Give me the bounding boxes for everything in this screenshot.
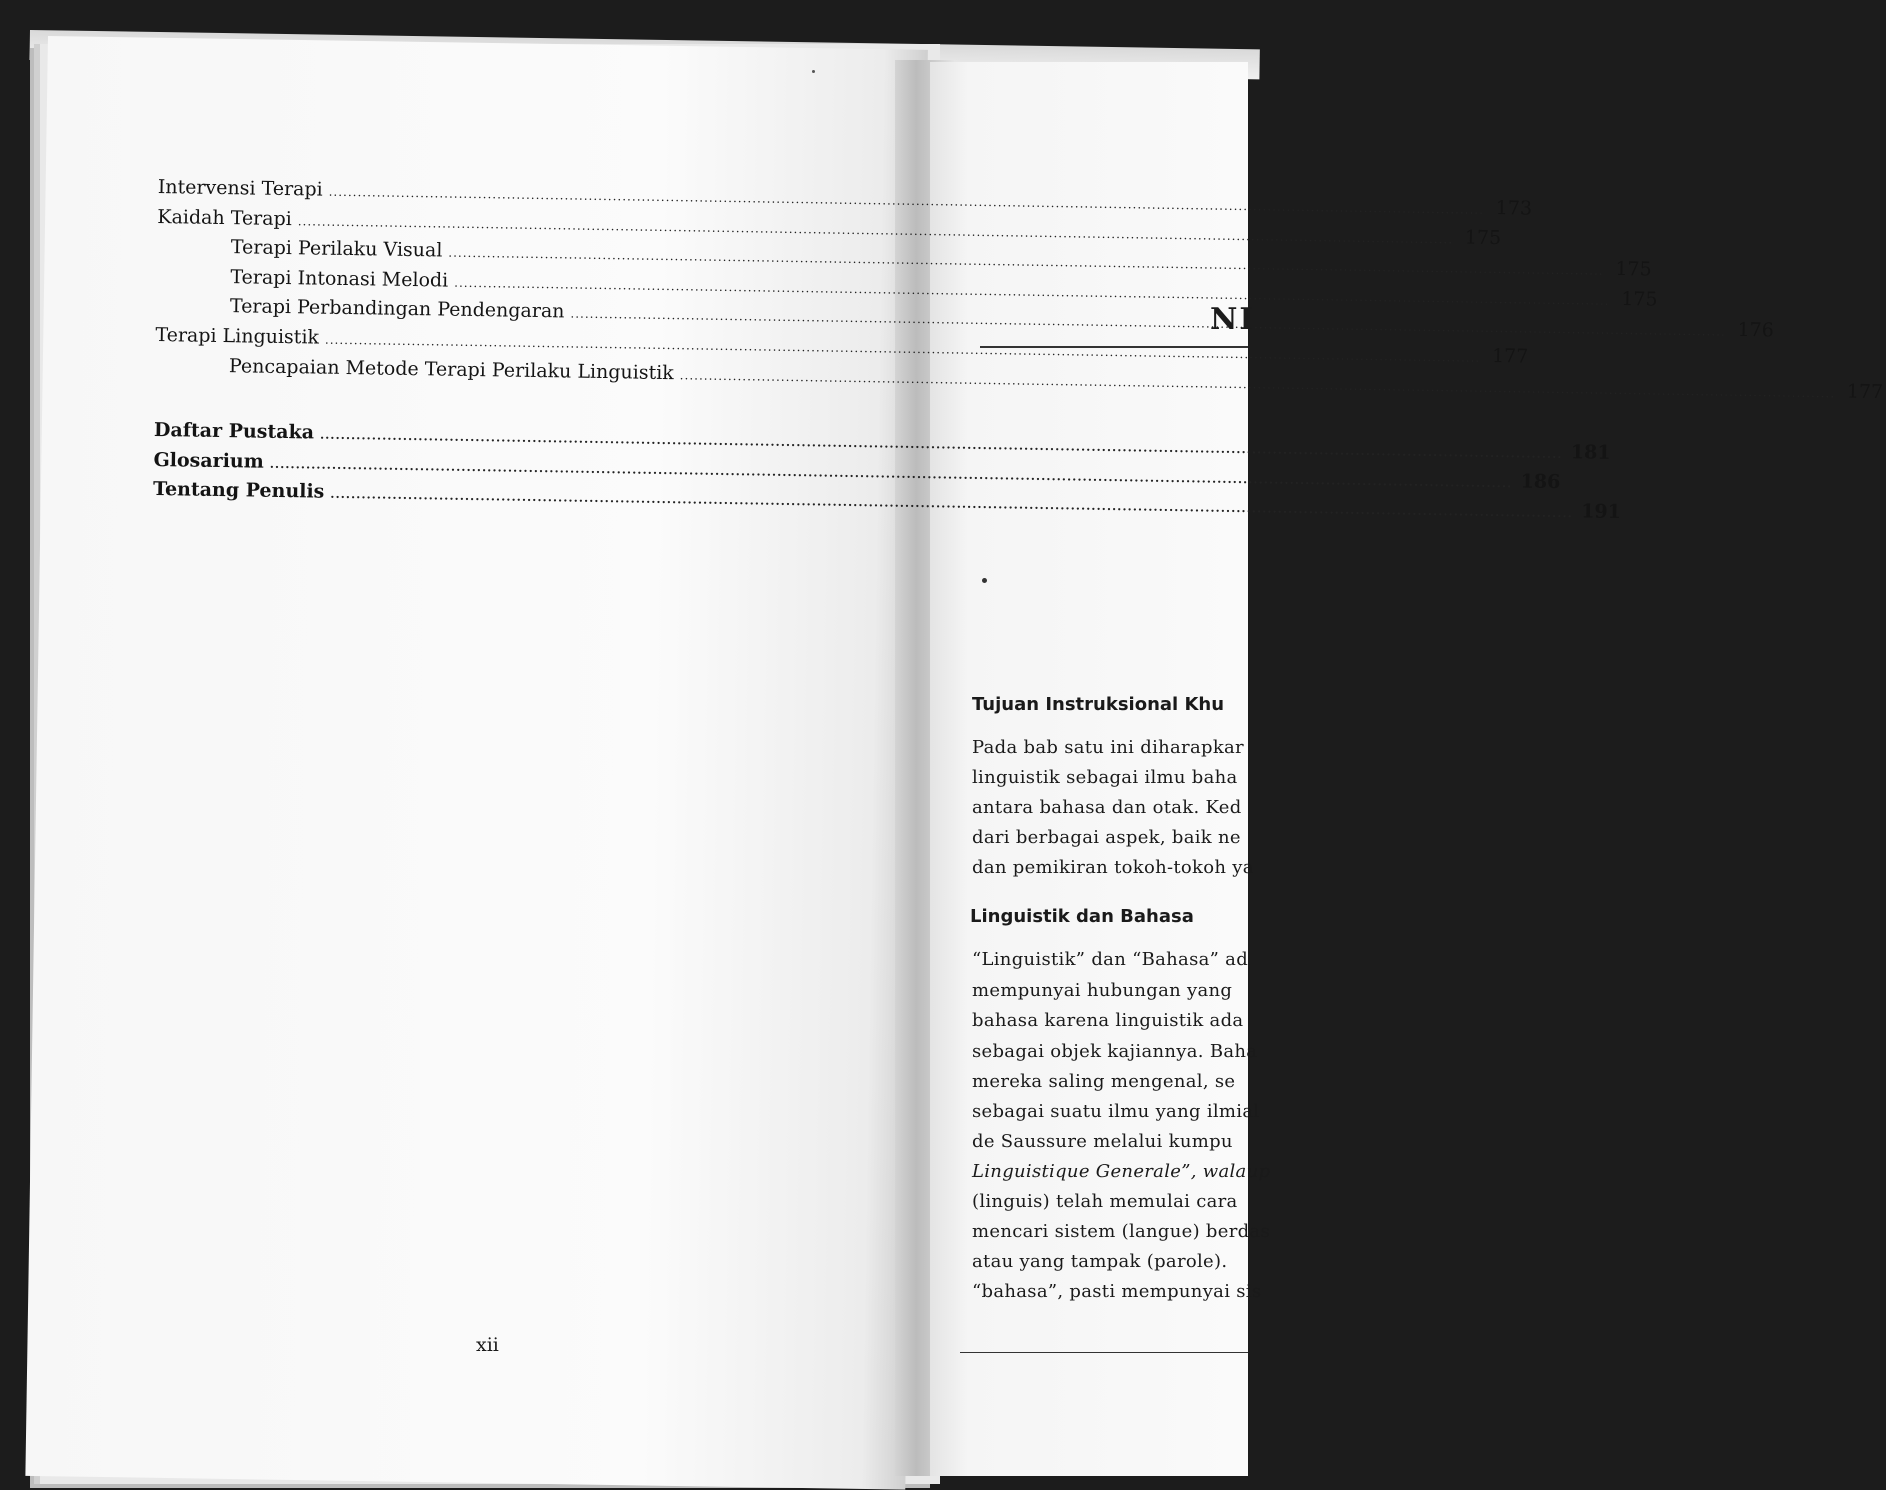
toc-entry-label: Daftar Pustaka [153,419,315,444]
toc-entry-page: 177 [1491,344,1529,368]
body-line: “Linguistik” dan “Bahasa” ad [972,949,1249,970]
body-line: mencari sistem (langue) berdas [972,1221,1271,1242]
body-line: linguistik sebagai ilmu baha [972,767,1238,788]
page-number: xii [476,1334,499,1356]
toc-entry-page: 186 [1520,470,1561,493]
toc-entry-label: Tentang Penulis [152,478,325,503]
body-line: sebagai suatu ilmu yang ilmial [972,1101,1260,1122]
body-line: Linguistique Generale”, walaup [972,1161,1271,1182]
body-line: atau yang tampak (parole). [972,1251,1228,1272]
toc-entry-page: 191 [1581,500,1622,524]
toc-entry-page: 175 [1615,258,1652,281]
right-page [930,62,1248,1476]
toc-entry-label: Terapi Intonasi Melodi [230,265,449,292]
toc-entry-label: Glosarium [153,448,264,473]
body-line: antara bahasa dan otak. Ked [972,797,1242,818]
body-line: dan pemikiran tokoh-tokoh ya [972,857,1254,878]
toc-entry-page: 175 [1464,226,1502,249]
chapter-heading: NI [1210,302,1256,337]
body-line: sebagai objek kajiannya. Baha [972,1041,1258,1062]
body-line: (linguis) telah memulai cara [972,1191,1238,1212]
toc-entry-page: 173 [1495,197,1533,220]
toc-entry-page: 175 [1621,287,1658,311]
toc-entry-label: Terapi Perbandingan Pendengaran [229,295,565,323]
toc-entry-label: Terapi Linguistik [155,323,320,349]
section-title-objectives: Tujuan Instruksional Khu [972,694,1225,715]
toc-entry-page: 181 [1570,441,1611,465]
body-line: Pada bab satu ini diharapkar [972,737,1244,758]
body-line: de Saussure melalui kumpu [972,1131,1233,1152]
toc-entry-page: 177 [1846,380,1884,403]
body-line: “bahasa”, pasti mempunyai sis [972,1281,1262,1302]
body-line: dari berbagai aspek, baik ne [972,827,1241,848]
toc-entry-page: 176 [1737,319,1774,342]
body-line: bahasa karena linguistik ada [972,1010,1244,1031]
toc-entry-label: Intervensi Terapi [157,176,323,201]
toc-entry-label: Kaidah Terapi [157,205,292,230]
body-line: mereka saling mengenal, se [972,1071,1236,1092]
body-line: mempunyai hubungan yang [972,980,1233,1001]
section-title-linguistics: Linguistik dan Bahasa [970,906,1194,927]
toc-entry-label: Pencapaian Metode Terapi Perilaku Linguistik [228,354,674,384]
paper-speck [812,70,815,73]
toc-entry-label: Terapi Perilaku Visual [230,236,443,262]
